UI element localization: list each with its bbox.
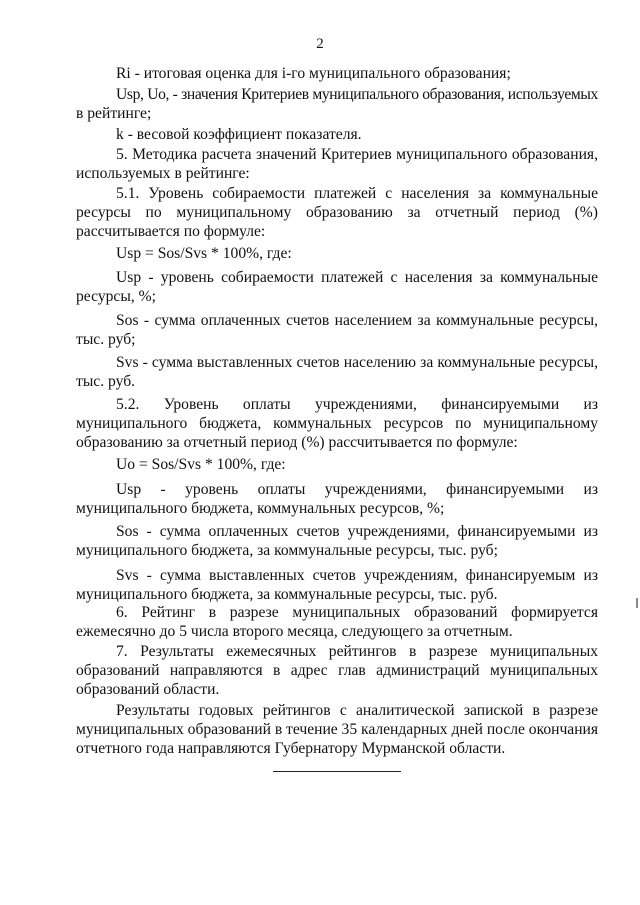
text-line: используемых в рейтинге: <box>76 165 250 182</box>
text-line: 5.1. Уровень собираемости платежей с населения за коммунальные <box>116 185 598 202</box>
text-line: ресурсы, %; <box>76 288 156 305</box>
text-line: муниципальных образований в течение 35 календарных дней после окончания <box>76 721 599 738</box>
text-line: тыс. руб; <box>76 331 136 348</box>
text-line: 7. Результаты ежемесячных рейтингов в разрезе муниципальных <box>116 643 598 660</box>
text-line: тыс. руб. <box>76 373 136 390</box>
text-line: Sos - сумма оплаченных счетов учреждениями, финансируемыми из <box>116 523 598 540</box>
text-line: Usp - уровень собираемости платежей с населения за коммунальные <box>116 269 598 286</box>
text-line: муниципального бюджета, коммунальных ресурсов по муниципальному <box>76 415 598 432</box>
formula-line: Uo = Sos/Svs * 100%, где: <box>116 456 286 473</box>
text-line: муниципального бюджета, за коммунальные ресурсы, тыс. руб. <box>76 586 498 603</box>
separator-rule <box>273 771 401 772</box>
text-line: Результаты годовых рейтингов с аналитической запиской в разрезе <box>116 702 598 719</box>
text-line: отчетного года направляются Губернатору Мурманской области. <box>76 740 506 757</box>
page-number: 2 <box>316 36 324 52</box>
text-line: 5.2. Уровень оплаты учреждениями, финансируемыми из <box>116 396 598 413</box>
text-line: образований области. <box>76 681 220 698</box>
text-line: Sos - сумма оплаченных счетов населением за коммунальные ресурсы, <box>116 312 598 329</box>
text-line: рассчитывается по формуле: <box>76 223 266 240</box>
text-line: k - весовой коэффициент показателя. <box>116 126 362 143</box>
text-line: Ri - итоговая оценка для i-го муниципального образования; <box>116 65 511 82</box>
formula-line: Usp = Sos/Svs * 100%, где: <box>116 245 292 262</box>
text-line: Svs - сумма выставленных счетов учреждениям, финансируемым из <box>116 567 598 584</box>
text-line: Usp - уровень оплаты учреждениями, финансируемыми из <box>116 481 598 498</box>
text-line: муниципального бюджета, коммунальных ресурсов, %; <box>76 500 445 517</box>
margin-mark <box>636 598 638 608</box>
text-line: 5. Методика расчета значений Критериев муниципального образования, <box>116 146 598 163</box>
text-line: ресурсы по муниципальному образованию за отчетный период (%) <box>76 204 598 221</box>
text-line: Usp, Uo, - значения Критериев муниципального образования, используемых <box>116 86 598 103</box>
text-line: в рейтинге; <box>76 105 152 122</box>
text-line: муниципального бюджета, за коммунальные ресурсы, тыс. руб; <box>76 542 498 559</box>
text-line: 6. Рейтинг в разрезе муниципальных образований формируется <box>116 604 598 621</box>
text-line: образованию за отчетный период (%) рассчитывается по формуле: <box>76 434 518 451</box>
text-line: образований направляются в адрес глав администраций муниципальных <box>76 662 598 679</box>
text-line: Svs - сумма выставленных счетов населению за коммунальные ресурсы, <box>116 354 598 371</box>
text-line: ежемесячно до 5 числа второго месяца, следующего за отчетным. <box>76 623 513 640</box>
